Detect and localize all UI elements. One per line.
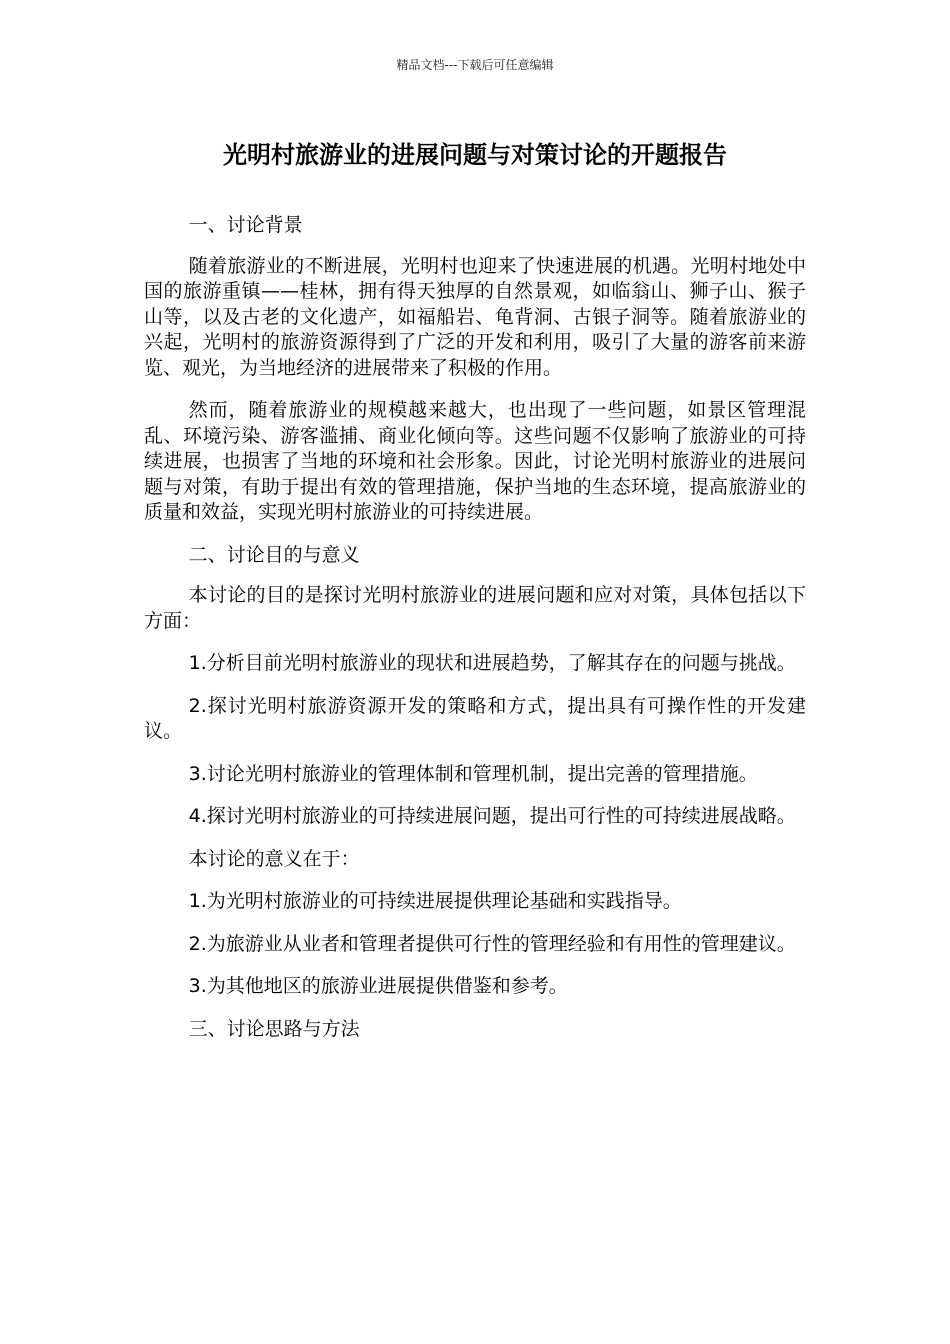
paragraph-purpose-intro: 本讨论的目的是探讨光明村旅游业的进展问题和应对对策，具体包括以下方面： (144, 584, 806, 632)
list-item-significance-1: 1.为光明村旅游业的可持续进展提供理论基础和实践指导。 (188, 890, 682, 912)
section-heading-purpose: 二、讨论目的与意义 (188, 543, 360, 566)
document-title: 光明村旅游业的进展问题与对策讨论的开题报告 (223, 141, 727, 169)
section-heading-background: 一、讨论背景 (188, 214, 303, 236)
list-item-significance-2: 2.为旅游业从业者和管理者提供可行性的管理经验和有用性的管理建议。 (188, 932, 796, 955)
list-item-purpose-4: 4.探讨光明村旅游业的可持续进展问题，提出可行性的可持续进展战略。 (188, 805, 796, 827)
paragraph-significance-intro: 本讨论的意义在于： (188, 847, 360, 870)
paragraph-background-2: 然而，随着旅游业的规模越来越大，也出现了一些问题，如景区管理混乱、环境污染、游客滥捕、商业化倾向等。这些问题不仅影响了旅游业的可持续进展，也损害了当地的环境和社会形象。因此，讨论光明村旅游业的进展问题与对策，有助于提出有效的管理措施，保护当地的生态环境，提高旅游业的质量和效益，实现光明村旅游业的可持续进展。 (144, 399, 806, 523)
page-header: 精品文档---下载后可任意编辑 (396, 58, 554, 72)
list-item-purpose-1: 1.分析目前光明村旅游业的现状和进展趋势，了解其存在的问题与挑战。 (188, 652, 796, 674)
document-body (144, 213, 806, 1057)
list-item-purpose-2: 2.探讨光明村旅游资源开发的策略和方式，提出具有可操作性的开发建议。 (144, 694, 806, 742)
list-item-significance-3: 3.为其他地区的旅游业进展提供借鉴和参考。 (188, 975, 568, 997)
list-item-purpose-3: 3.讨论光明村旅游业的管理体制和管理机制，提出完善的管理措施。 (188, 762, 758, 785)
section-heading-methods: 三、讨论思路与方法 (188, 1017, 360, 1040)
paragraph-background-1: 随着旅游业的不断进展，光明村也迎来了快速进展的机遇。光明村地处中国的旅游重镇——桂林，拥有得天独厚的自然景观，如临翁山、狮子山、猴子山等，以及古老的文化遗产，如福船岩、龟背洞、古银子洞等。随着旅游业的兴起，光明村的旅游资源得到了广泛的开发和利用，吸引了大量的游客前来游览、观光，为当地经济的进展带来了积极的作用。 (144, 254, 806, 379)
